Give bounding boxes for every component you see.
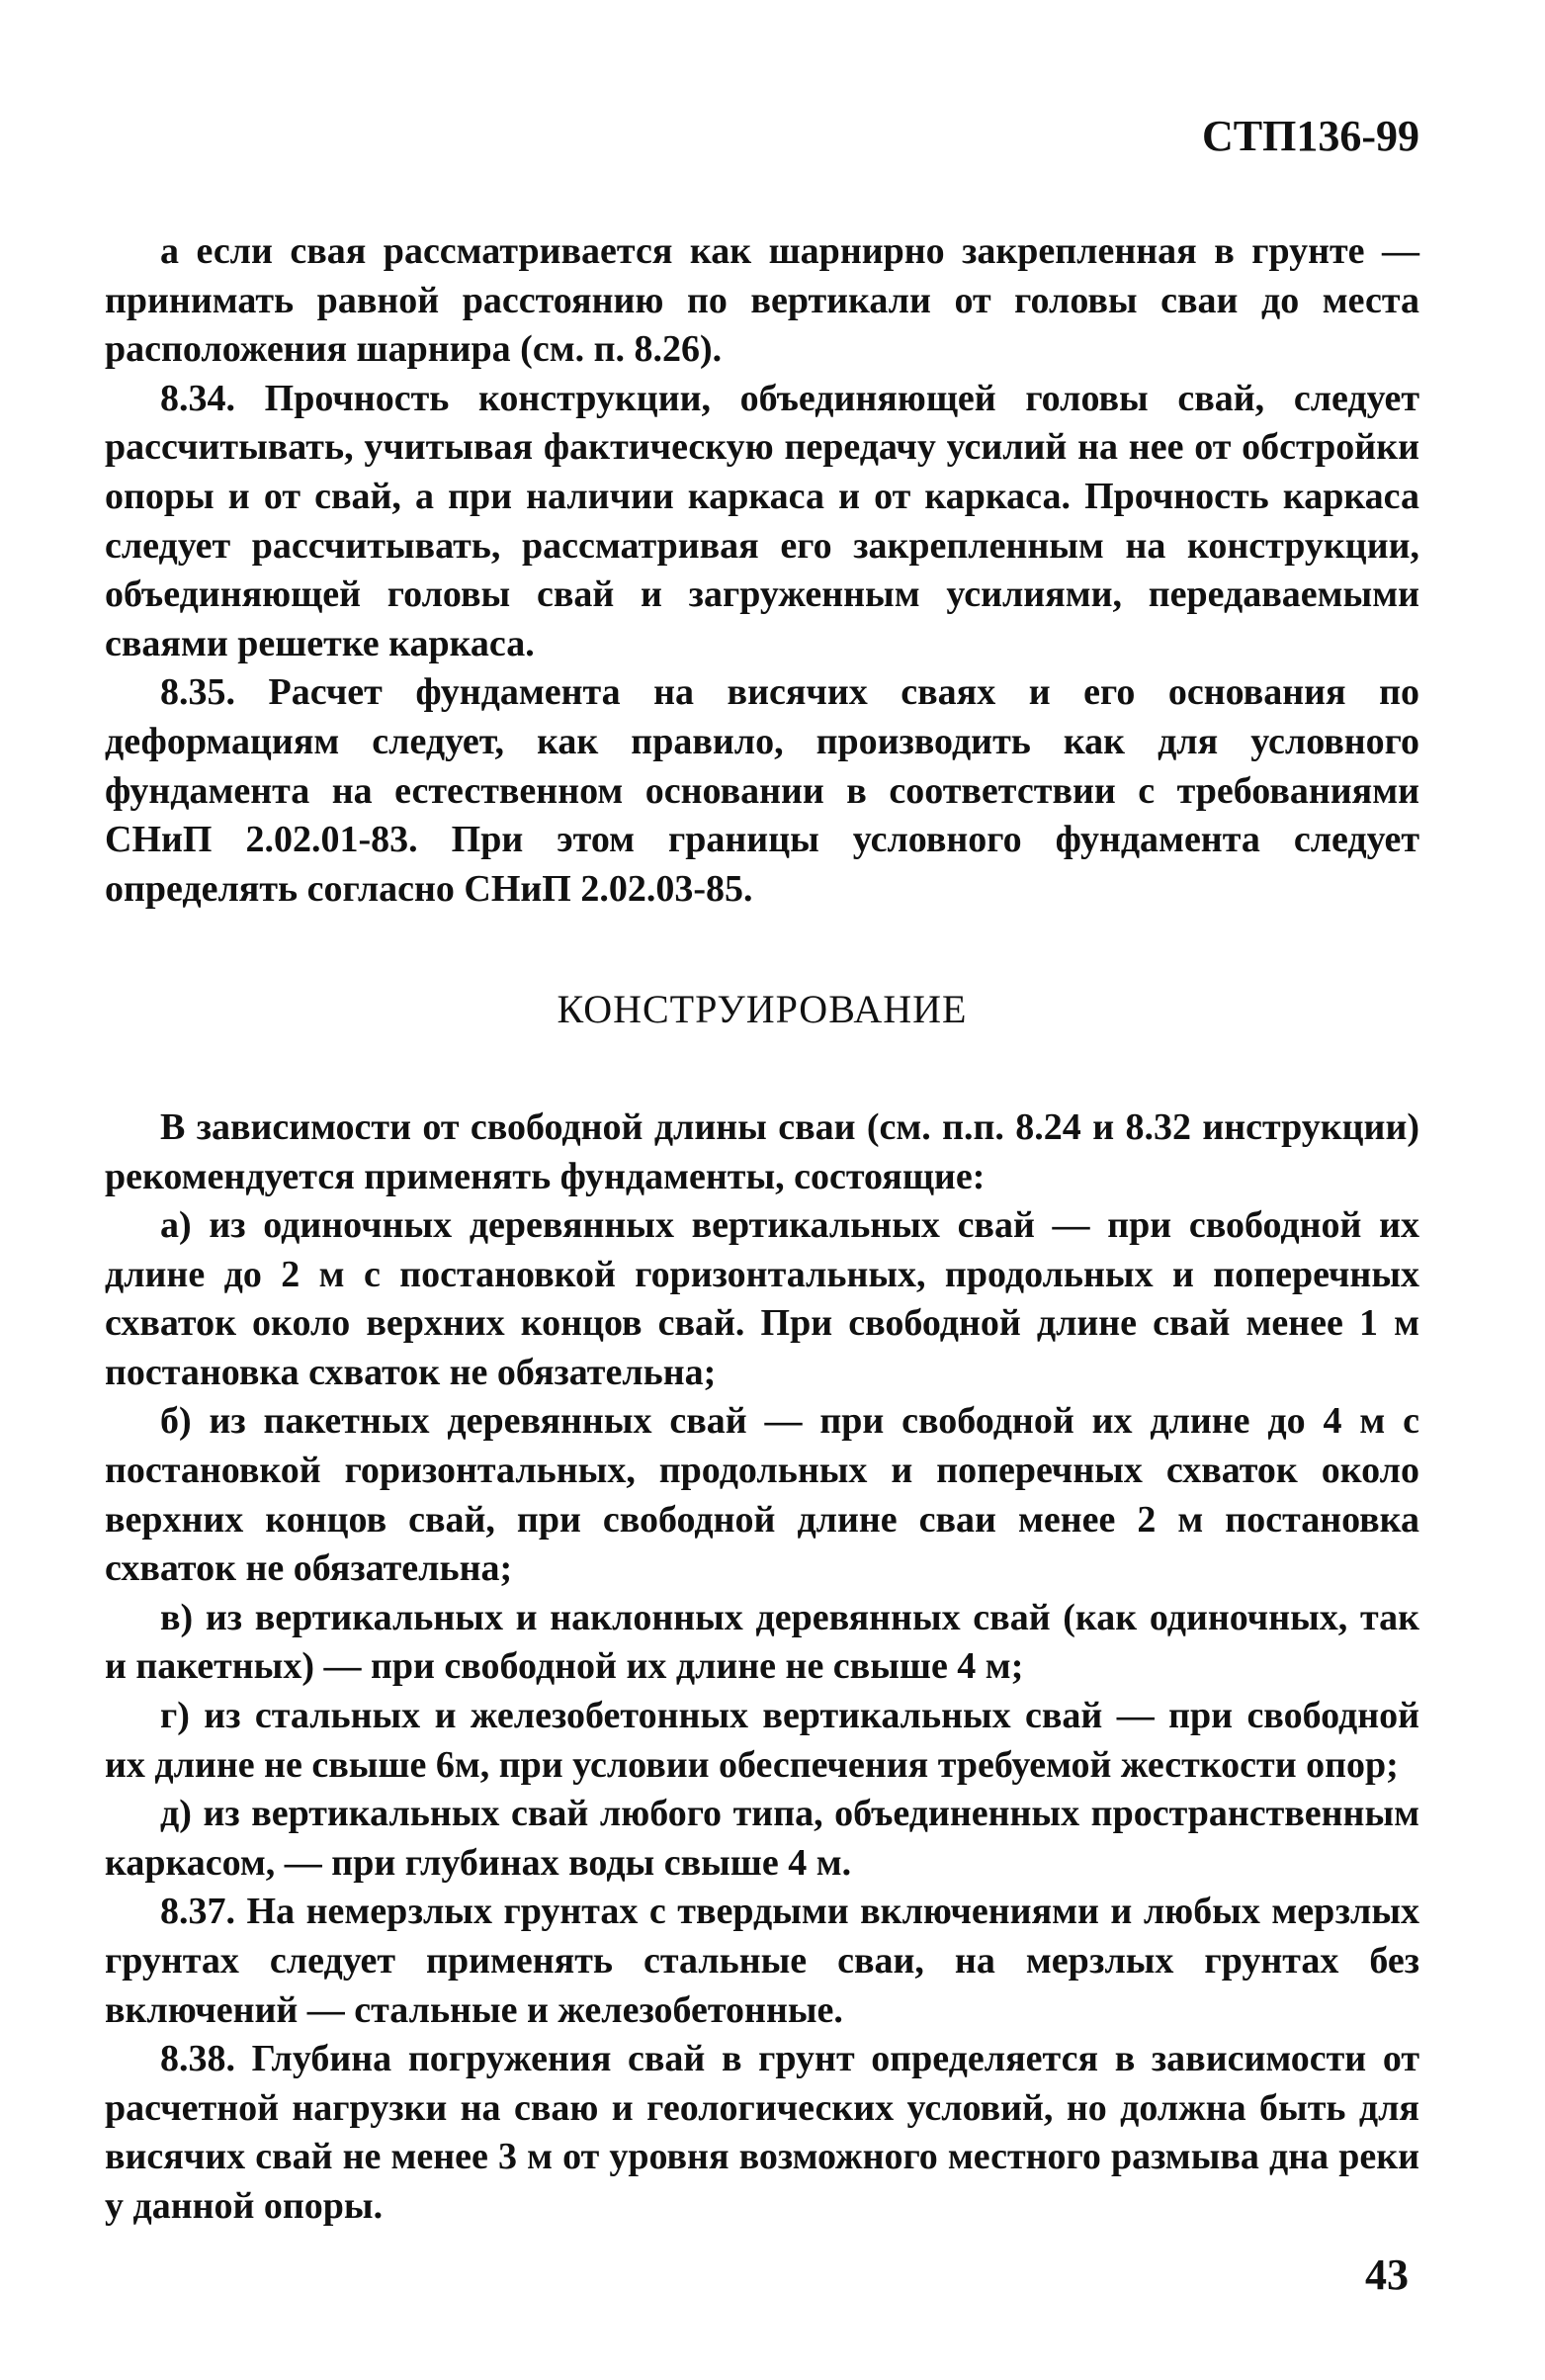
section-intro: В зависимости от свободной длины сваи (см. п.п. 8.24 и 8.32 инструкции) рекомендуется применять фундаменты, состоящие: bbox=[105, 1105, 1419, 1197]
paragraph-continuation: а если свая рассматривается как шарнирно закрепленная в грунте — принимать равной расстоянию по вертикали от головы сваи до места расположения шарнира (см. п. 8.26). bbox=[105, 230, 1419, 371]
list-item-v: в) из вертикальных и наклонных деревянных свай (как одиночных, так и пакетных) — при свободной их длине не свыше 4 м; bbox=[105, 1596, 1419, 1688]
list-item-a: а) из одиночных деревянных вертикальных свай — при свободной их длине до 2 м с постановкой горизонтальных, продольных и поперечных схваток около верхних концов свай. При свободной длине свай менее 1 м постановка схваток не обязательна; bbox=[105, 1204, 1419, 1393]
list-item-d: д) из вертикальных свай любого типа, объединенных пространственным каркасом, — при глубинах воды свыше 4 м. bbox=[105, 1793, 1419, 1884]
list-item-g: г) из стальных и железобетонных вертикальных свай — при свободной их длине не свыше 6м, при условии обеспечения требуемой жесткости опор; bbox=[105, 1695, 1419, 1786]
body-text bbox=[105, 227, 1419, 2232]
paragraph-8-34: 8.34. Прочность конструкции, объединяющей головы свай, следует рассчитывать, учитывая фактическую передачу усилий на нее от обстройки опоры и от свай, а при наличии каркаса и от каркаса. Прочность каркаса следует рассчитывать, рассматривая его закрепленным на конструкции, объединяющей головы свай и загруженным усилиями, передаваемыми сваями решетке каркаса. bbox=[105, 377, 1419, 664]
list-item-b: б) из пакетных деревянных свай — при свободной их длине до 4 м с постановкой горизонтальных, продольных и поперечных схваток около верхних концов свай, при свободной длине сваи менее 2 м постановка схваток не обязательна; bbox=[105, 1400, 1419, 1590]
paragraph-8-38: 8.38. Глубина погружения свай в грунт определяется в зависимости от расчетной нагрузки на сваю и геологических условий, но должна быть для висячих свай не менее 3 м от уровня возможного местного размыва дна реки у данной опоры. bbox=[105, 2038, 1419, 2227]
paragraph-8-37: 8.37. На немерзлых грунтах с твердыми включениями и любых мерзлых грунтах следует применять стальные сваи, на мерзлых грунтах без включений — стальные и железобетонные. bbox=[105, 1891, 1419, 2031]
section-heading: КОНСТРУИРОВАНИЕ bbox=[557, 987, 968, 1032]
paragraph-8-35: 8.35. Расчет фундамента на висячих сваях и его основания по деформациям следует, как правило, производить как для условного фундамента на естественном основании в соответствии с требованиями СНиП 2.02.01-83. При этом границы условного фундамента следует определять согласно СНиП 2.02.03-85. bbox=[105, 671, 1419, 910]
running-header-doc-code: СТП136-99 bbox=[1202, 112, 1419, 160]
page-number: 43 bbox=[1365, 2250, 1409, 2299]
